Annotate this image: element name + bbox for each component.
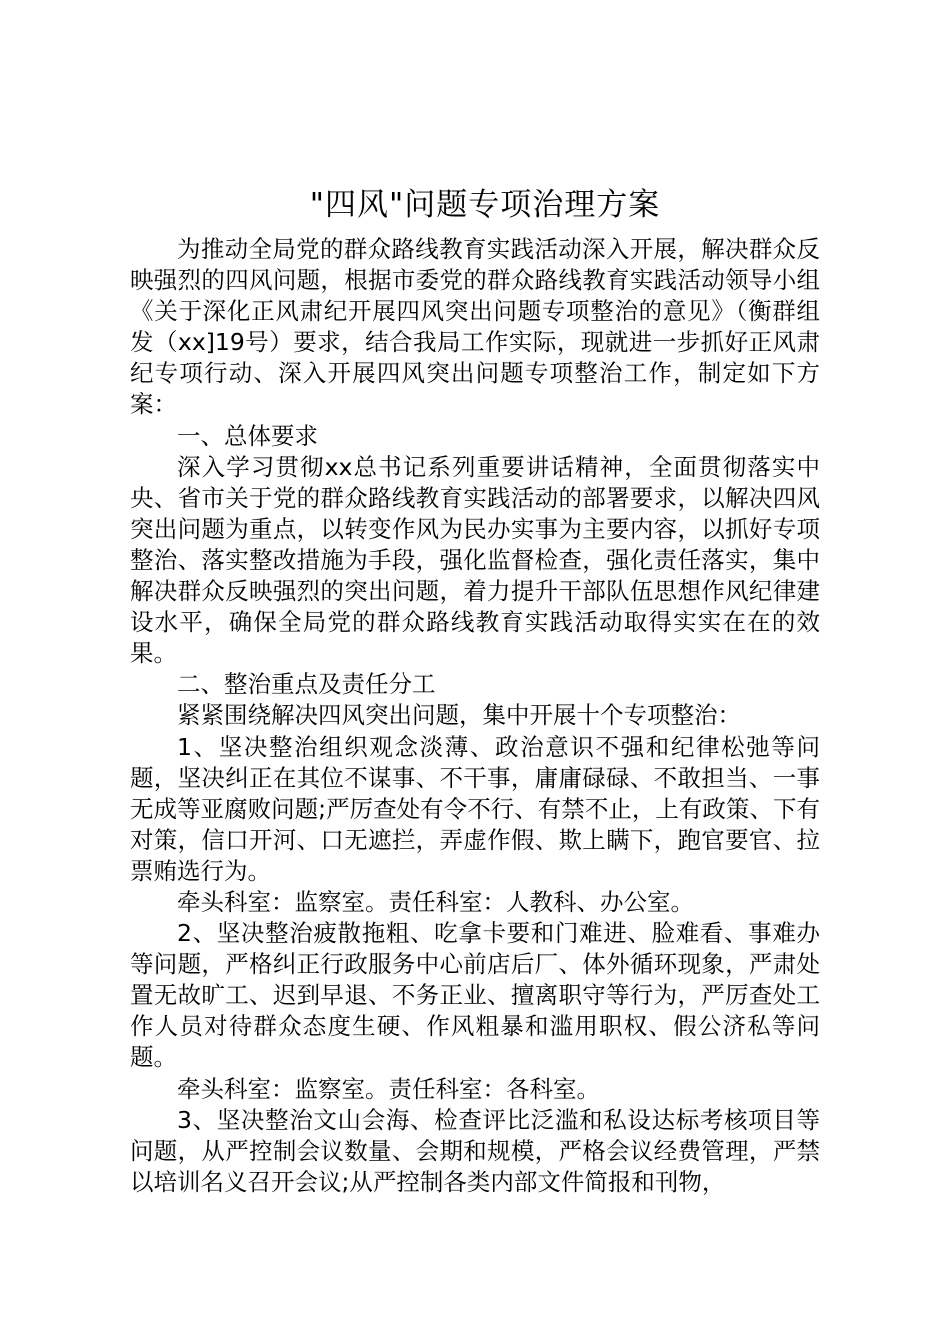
paragraph-item-1-responsibility: 牵头科室：监察室。责任科室：人教科、办公室。 [177, 887, 694, 916]
document-body [130, 234, 820, 1198]
paragraph-intro: 为推动全局党的群众路线教育实践活动深入开展，解决群众反映强烈的四风问题，根据市委党的群众路线教育实践活动领导小组《关于深化正风肃纪开展四风突出问题专项整治的意见》（衡群组发（xx]19号）要求，结合我局工作实际，现就进一步抓好正风肃纪专项行动、深入开展四风突出问题专项整治工作，制定如下方案： [130, 235, 820, 419]
section-heading-focus-and-responsibilities: 二、整治重点及责任分工 [177, 670, 436, 699]
paragraph-item-2: 2、坚决整治疲散拖粗、吃拿卡要和门难进、脸难看、事难办等问题，严格纠正行政服务中心前店后厂、体外循环现象，严肃处置无故旷工、迟到早退、不务正业、擅离职守等行为，严厉查处工作人员对待群众态度生硬、作风粗暴和滥用职权、假公济私等问题。 [130, 919, 820, 1072]
paragraph-item-3: 3、坚决整治文山会海、检查评比泛滥和私设达标考核项目等问题，从严控制会议数量、会期和规模，严格会议经费管理，严禁以培训名义召开会议;从严控制各类内部文件简报和刊物， [130, 1105, 820, 1196]
paragraph-ten-special-rectifications: 紧紧围绕解决四风突出问题，集中开展十个专项整治： [177, 701, 741, 730]
document-title: "四风"问题专项治理方案 [309, 187, 661, 223]
paragraph-general-requirements: 深入学习贯彻xx总书记系列重要讲话精神，全面贯彻落实中央、省市关于党的群众路线教育实践活动的部署要求，以解决四风突出问题为重点，以转变作风为民办实事为主要内容，以抓好专项整治、落实整改措施为手段，强化监督检查，强化责任落实，集中解决群众反映强烈的突出问题，着力提升干部队伍思想作风纪律建设水平，确保全局党的群众路线教育实践活动取得实实在在的效果。 [130, 452, 820, 668]
paragraph-item-1: 1、坚决整治组织观念淡薄、政治意识不强和纪律松弛等问题，坚决纠正在其位不谋事、不干事，庸庸碌碌、不敢担当、一事无成等亚腐败问题;严厉查处有令不行、有禁不止，上有政策、下有对策，信口开河、口无遮拦，弄虚作假、欺上瞒下，跑官要官、拉票贿选行为。 [130, 732, 820, 885]
paragraph-item-2-responsibility: 牵头科室：监察室。责任科室：各科室。 [177, 1074, 600, 1103]
section-heading-general-requirements: 一、总体要求 [177, 421, 318, 450]
